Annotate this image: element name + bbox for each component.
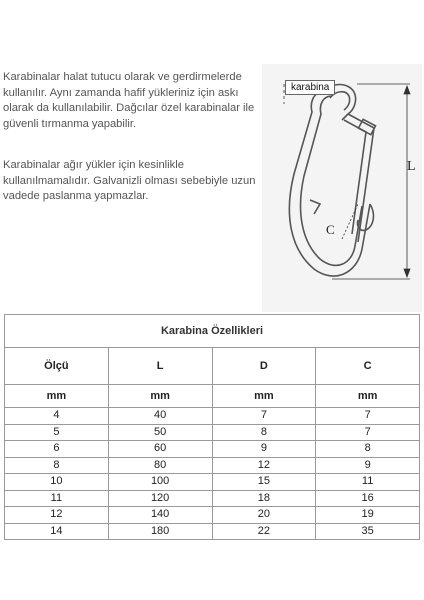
table-cell: 4 (5, 408, 109, 425)
dimension-L-top-arrow (404, 86, 410, 94)
table-cell: 7 (212, 408, 316, 425)
description-paragraph-1: Karabinalar halat tutucu olarak ve gerdirmelerde kullanılır. Aynı zamanda hafif yükleriniz için askı olarak da kullanılabilir. Dağcılar özel karabinalar ile güvenli tırmanma yapabilir. (3, 71, 255, 130)
table-cell: 8 (5, 457, 109, 474)
unit-l: mm (108, 385, 212, 408)
table-row (5, 523, 420, 540)
table-cell: 7 (316, 424, 420, 441)
table-cell: 140 (108, 507, 212, 524)
table-cell: 60 (108, 441, 212, 458)
table-cell: 80 (108, 457, 212, 474)
table-cell: 20 (212, 507, 316, 524)
table-cell: 16 (316, 490, 420, 507)
table-cell: 40 (108, 408, 212, 425)
dimension-L-bottom-arrow (404, 269, 410, 277)
table-row (5, 457, 420, 474)
table-row (5, 408, 420, 425)
figure-label: karabina (285, 80, 335, 95)
table-cell: 6 (5, 441, 109, 458)
table-title: Karabina Özellikleri (5, 315, 420, 348)
carabiner-diagram (262, 64, 422, 312)
specifications-table (4, 314, 420, 540)
table-row (5, 424, 420, 441)
gate-outer-line (348, 114, 374, 242)
table-cell: 100 (108, 474, 212, 491)
table-cell: 22 (212, 523, 316, 540)
table-cell: 12 (5, 507, 109, 524)
table-row (5, 474, 420, 491)
table-cell: 8 (212, 424, 316, 441)
table-cell: 8 (316, 441, 420, 458)
table-cell: 35 (316, 523, 420, 540)
table-cell: 10 (5, 474, 109, 491)
table-cell: 50 (108, 424, 212, 441)
header-c: C (316, 348, 420, 385)
latch-detail-line (310, 200, 320, 214)
table-row (5, 490, 420, 507)
table-cell: 180 (108, 523, 212, 540)
table-unit-row (5, 385, 420, 408)
dimension-L-label: L (407, 159, 416, 174)
table-cell: 11 (5, 490, 109, 507)
unit-c: mm (316, 385, 420, 408)
unit-d: mm (212, 385, 316, 408)
table-cell: 5 (5, 424, 109, 441)
table-row (5, 507, 420, 524)
table-header-row (5, 348, 420, 385)
header-olcu: Ölçü (5, 348, 109, 385)
table-cell: 7 (316, 408, 420, 425)
table-title-row (5, 315, 420, 348)
carabiner-drawing (262, 64, 422, 312)
header-d: D (212, 348, 316, 385)
gate-inner-line (344, 120, 366, 234)
dimension-C-label: C (326, 222, 335, 237)
table-cell: 9 (212, 441, 316, 458)
table-cell: 14 (5, 523, 109, 540)
table-cell: 12 (212, 457, 316, 474)
header-l: L (108, 348, 212, 385)
unit-olcu: mm (5, 385, 109, 408)
table-row (5, 441, 420, 458)
table-cell: 11 (316, 474, 420, 491)
table-cell: 15 (212, 474, 316, 491)
table-cell: 18 (212, 490, 316, 507)
table-cell: 9 (316, 457, 420, 474)
dimension-C-line (342, 204, 358, 239)
description-paragraph-2: Karabinalar ağır yükler için kesinlikle kullanılmamalıdır. Galvanizli olması sebebiyle uzun vadede paslanma yapmazlar. (3, 159, 256, 202)
table-cell: 19 (316, 507, 420, 524)
table-cell: 120 (108, 490, 212, 507)
